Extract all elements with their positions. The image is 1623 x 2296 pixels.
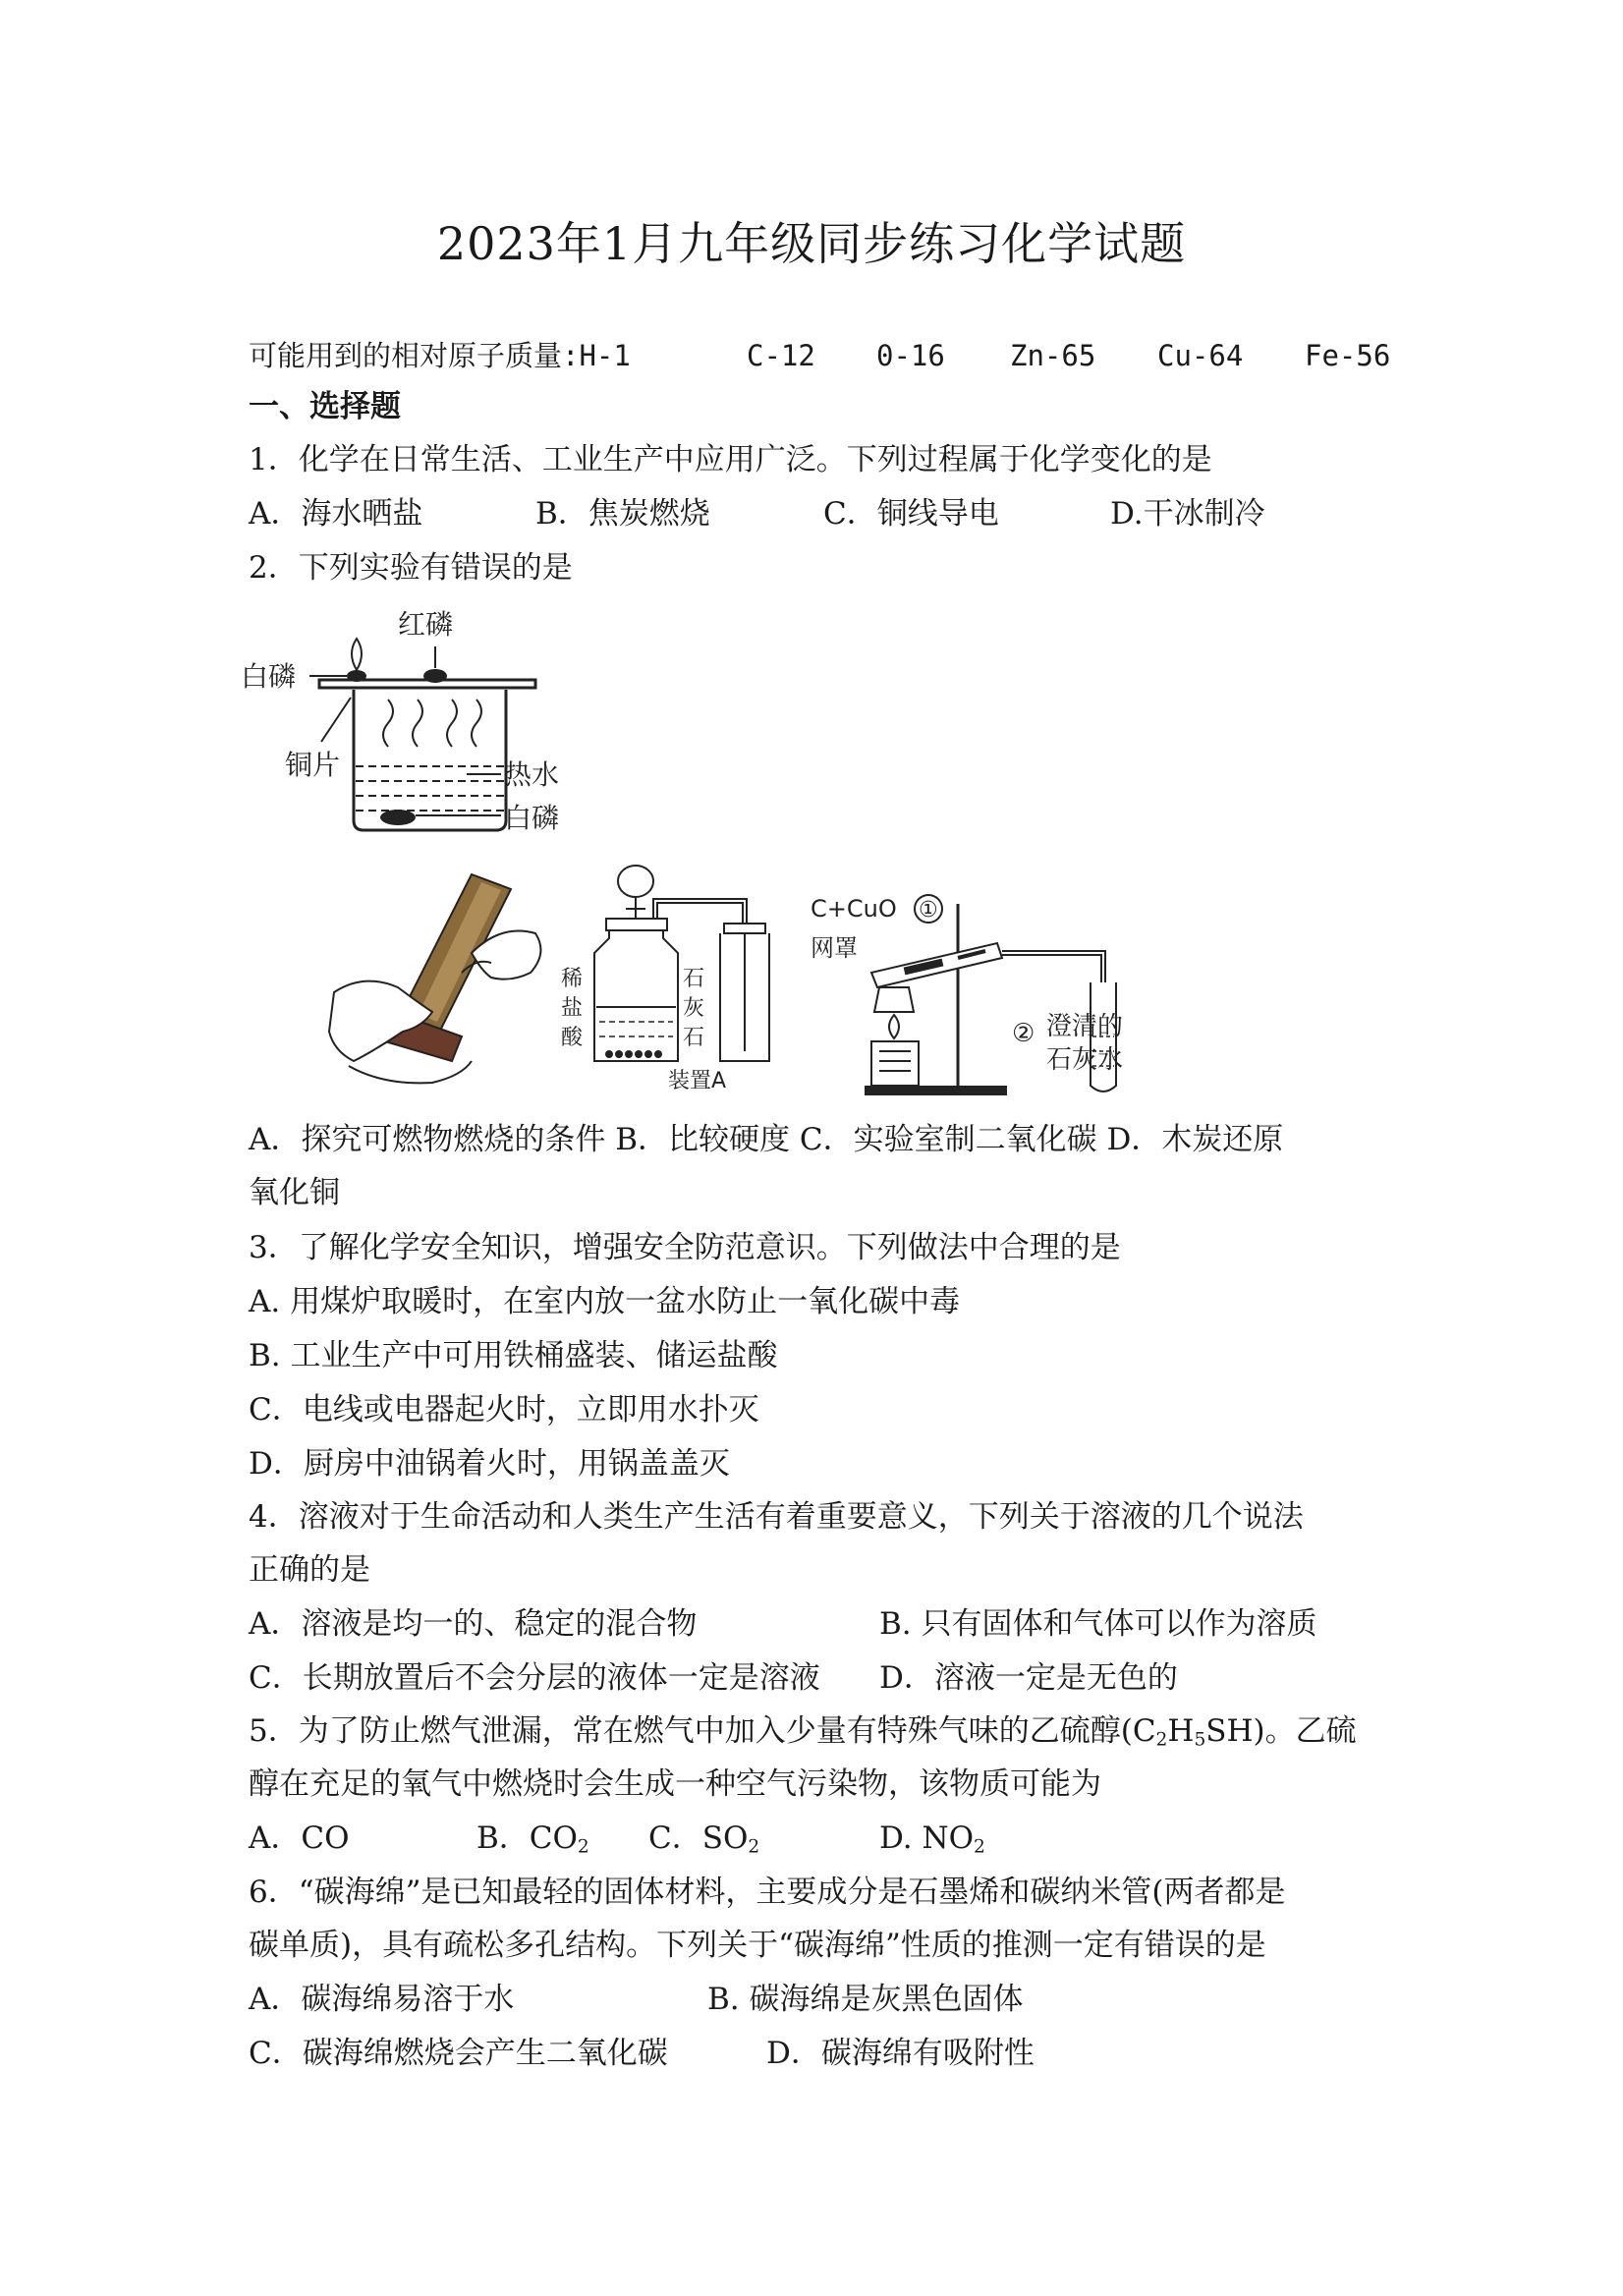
- label-dilute-1: 稀: [561, 967, 584, 991]
- q3-option-d: D．厨房中油锅着火时，用锅盖盖灭: [249, 1446, 730, 1482]
- q4-option-a: A．溶液是均一的、稳定的混合物: [249, 1606, 698, 1642]
- label-circle-1: ①: [919, 898, 938, 923]
- label-dilute-2: 盐: [561, 996, 584, 1021]
- label-hot-water: 热水: [504, 758, 560, 791]
- atomic-mass-o: 0-16: [876, 339, 945, 372]
- q6-option-a: A．碳海绵易溶于水: [249, 1982, 515, 2017]
- q5-stem-line2: 醇在充足的氧气中燃烧时会生成一种空气污染物，该物质可能为: [249, 1766, 1101, 1802]
- q5-option-b: [476, 1819, 589, 1868]
- label-gauze: 网罩: [811, 934, 858, 962]
- atomic-mass-cu: Cu-64: [1157, 339, 1244, 372]
- q6-stem-line2: 碳单质)，具有疏松多孔结构。下列关于“碳海绵”性质的推测一定有错误的是: [249, 1928, 1266, 1963]
- hardness-comparison-figure: [324, 865, 550, 1091]
- label-dilute-3: 酸: [561, 1026, 584, 1050]
- q5-option-b-text: B．CO: [476, 1820, 578, 1856]
- q3-option-a: A. 用煤炉取暖时，在室内放一盆水防止一氧化碳中毒: [249, 1284, 961, 1319]
- q5-option-d-text: D. NO: [879, 1820, 974, 1856]
- co2-apparatus-figure: [555, 860, 806, 1095]
- q2-options-line2: 氧化铜: [249, 1175, 340, 1210]
- label-circle-2: ②: [1012, 1019, 1035, 1048]
- q6-stem-line1: 6．“碳海绵”是已知最轻的固体材料，主要成分是石墨烯和碳纳米管(两者都是: [249, 1875, 1286, 1910]
- q5-option-a: A．CO: [249, 1820, 350, 1856]
- atomic-mass-line: [249, 336, 631, 375]
- q6-option-d: D．碳海绵有吸附性: [766, 2036, 1035, 2071]
- label-limewater-2: 石灰水: [1046, 1045, 1124, 1075]
- q1-option-b: B．焦炭燃烧: [535, 496, 710, 532]
- q3-stem: 3．了解化学安全知识，增强安全防范意识。下列做法中合理的是: [249, 1230, 1121, 1265]
- q5-option-d-sub: 2: [974, 1836, 985, 1858]
- q5-option-b-sub: 2: [577, 1836, 589, 1858]
- q5-option-c-sub: 2: [748, 1836, 760, 1858]
- label-limewater-1: 澄清的: [1046, 1012, 1124, 1041]
- q3-option-b: B. 工业生产中可用铁桶盛装、储运盐酸: [249, 1338, 778, 1373]
- label-apparatus-a: 装置A: [668, 1069, 727, 1093]
- q1-option-a: A．海水晒盐: [249, 496, 423, 532]
- q4-stem-line1: 4．溶液对于生命活动和人类生产生活有着重要意义，下列关于溶液的几个说法: [249, 1499, 1304, 1535]
- q4-option-c: C．长期放置后不会分层的液体一定是溶液: [249, 1660, 820, 1696]
- atomic-mass-zn: Zn-65: [1010, 339, 1096, 372]
- carbon-reduction-figure: [811, 889, 1184, 1100]
- label-white-phosphorus-top: 白磷: [241, 660, 297, 693]
- q2-stem: 2．下列实验有错误的是: [249, 550, 573, 586]
- atomic-mass-label: 可能用到的相对原子质量:: [249, 339, 580, 372]
- atomic-mass-c: C-12: [747, 339, 815, 372]
- atomic-mass-h: H-1: [579, 339, 631, 372]
- page-title: 2023年1月九年级同步练习化学试题: [436, 217, 1187, 270]
- q5-option-c: [648, 1819, 759, 1868]
- q5-stem-part-b: H: [1167, 1713, 1195, 1749]
- q1-option-c: C．铜线导电: [823, 496, 999, 532]
- q1-option-d: D.干冰制冷: [1110, 496, 1265, 532]
- q5-sub-5: 5: [1194, 1729, 1206, 1751]
- section-heading: 一、选择题: [249, 389, 401, 424]
- label-limestone-1: 石: [683, 967, 705, 991]
- q6-option-c: C．碳海绵燃烧会产生二氧化碳: [249, 2036, 668, 2071]
- q1-stem: 1．化学在日常生活、工业生产中应用广泛。下列过程属于化学变化的是: [249, 442, 1212, 477]
- q5-stem-part-a: 5．为了防止燃气泄漏，常在燃气中加入少量有特殊气味的乙硫醇(C: [249, 1713, 1156, 1749]
- combustion-apparatus-figure: [241, 599, 575, 845]
- label-limestone-2: 灰: [683, 996, 705, 1021]
- q4-option-d: D．溶液一定是无色的: [879, 1660, 1178, 1696]
- label-c-cuo: C+CuO: [811, 895, 897, 923]
- q5-option-c-text: C．SO: [648, 1820, 749, 1856]
- label-red-phosphorus: 红磷: [398, 608, 454, 641]
- q5-sub-2: 2: [1155, 1729, 1168, 1751]
- label-white-phosphorus-bottom: 白磷: [504, 802, 560, 834]
- q3-option-c: C．电线或电器起火时，立即用水扑灭: [249, 1392, 759, 1428]
- label-limestone-3: 石: [683, 1026, 705, 1050]
- q4-option-b: B. 只有固体和气体可以作为溶质: [879, 1606, 1317, 1642]
- atomic-mass-fe: Fe-56: [1305, 339, 1391, 372]
- q4-stem-line2: 正确的是: [249, 1552, 370, 1588]
- q5-stem-part-c: SH)。乙硫: [1205, 1713, 1357, 1749]
- label-copper-plate: 铜片: [285, 749, 341, 781]
- q6-option-b: B. 碳海绵是灰黑色固体: [707, 1982, 1024, 2017]
- q5-option-d: [879, 1819, 985, 1868]
- q5-stem-line1: [249, 1711, 1357, 1761]
- q2-options-line1: A．探究可燃物燃烧的条件 B．比较硬度 C．实验室制二氧化碳 D．木炭还原: [249, 1122, 1284, 1157]
